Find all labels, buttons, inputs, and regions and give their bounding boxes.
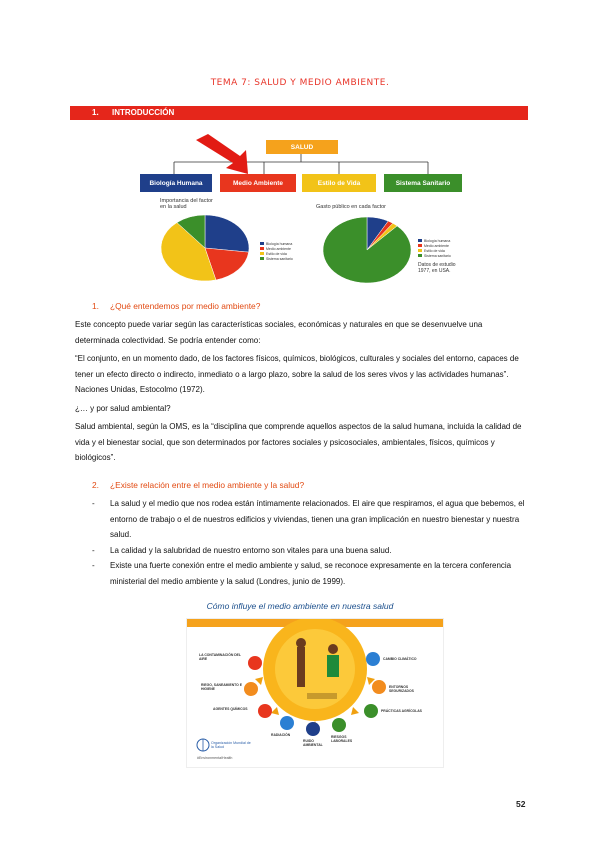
label-entornos: ENTORNOS SEGURIZADOS xyxy=(389,685,414,693)
box-biologia-humana: Biología Humana xyxy=(140,174,212,192)
legend-item: Biología humana xyxy=(260,241,293,246)
section-header-bar xyxy=(70,106,528,120)
relation-bullets xyxy=(92,496,526,589)
section-number: 1. xyxy=(92,108,99,117)
legend-item: Medio ambiente xyxy=(418,243,451,248)
pie-slice-sistema-sanitario xyxy=(323,217,411,283)
label-agentes-quimicos: AGENTES QUÍMICOS xyxy=(213,707,248,711)
intro-text xyxy=(75,317,527,466)
label-ruido: RUIDO AMBIENTAL xyxy=(303,739,323,747)
pie2-title: Gasto público en cada factor xyxy=(316,204,387,210)
pie2-annotation: Datos de estudio 1977, en USA. xyxy=(418,262,456,274)
health-factors-diagram xyxy=(136,130,466,300)
list-item: - Existe una fuerte conexión entre el medio ambiente y salud, se reconoce expresamente en la tercera conferencia ministerial del medio ambiente y la salud (Londres, junio de 1999). xyxy=(92,558,526,589)
paragraph: ¿… y por salud ambiental? xyxy=(75,403,171,413)
list-item: - La salud y el medio que nos rodea están íntimamente relacionados. El aire que respiramos, el agua que bebemos, el entorno de trabajo o el de nuestros edificios y viviendas, tienen una gran implicación en nuestro bienestar y nuestra salud. xyxy=(92,496,526,543)
q2-number: 2. xyxy=(92,480,99,490)
hashtag: #EnvironmentalHealth xyxy=(197,756,233,760)
section-label: INTRODUCCIÓN xyxy=(112,108,175,117)
red-arrow-icon xyxy=(196,134,248,174)
legend-item: Biología humana xyxy=(418,238,451,243)
q2-heading: ¿Existe relación entre el medio ambiente y la salud? xyxy=(110,480,305,490)
legend-item: Estilo de vida xyxy=(418,248,451,253)
who-logo-text: Organización Mundial de la Salud xyxy=(211,741,251,749)
paragraph: Salud ambiental, según la OMS, es la “disciplina que comprende aquellos aspectos de la salud humana, incluida la calidad de vida y el bienestar social, que son determinados por factores sociales y psicosociales, ambientales, físicos, químicos y biológicos”. xyxy=(75,422,522,462)
legend-item: Medio ambiente xyxy=(260,246,293,251)
pie-chart-importancia xyxy=(160,214,250,284)
label-riesgos-laborales: RIESGOS LABORALES xyxy=(331,735,353,743)
box-sistema-sanitario: Sistema Sanitario xyxy=(384,174,462,192)
pie1-title: Importancia del factor en la salud xyxy=(160,198,213,210)
legend-item: Sistema sanitario xyxy=(260,256,293,261)
pie-slice-biología-humana xyxy=(205,215,249,252)
paragraph: Este concepto puede variar según las características sociales, económicas y naturales en que se desenvuelve una determinada colectividad. Se podría entender como: xyxy=(75,320,483,345)
page-title: TEMA 7: SALUD Y MEDIO AMBIENTE. xyxy=(210,78,390,88)
legend-item: Estilo de vida xyxy=(260,251,293,256)
label-radiacion: RADIACIÓN xyxy=(271,733,291,737)
q1-heading: ¿Qué entendemos por medio ambiente? xyxy=(110,301,261,311)
box-estilo-de-vida: Estilo de Vida xyxy=(302,174,376,192)
list-item: - La calidad y la salubridad de nuestro entorno son vitales para una buena salud. xyxy=(92,543,526,559)
environment-health-infographic xyxy=(186,618,444,768)
box-medio-ambiente: Medio Ambiente xyxy=(220,174,296,192)
box-salud: SALUD xyxy=(266,140,338,154)
legend-item: Sistema sanitario xyxy=(418,253,451,258)
infographic-caption: Cómo influye el medio ambiente en nuestra salud xyxy=(206,601,394,611)
paragraph: “El conjunto, en un momento dado, de los factores físicos, químicos, biológicos, culturales y sociales del entorno, capaces de tener un efecto directo o indirecto, inmediato o a largo plazo, sobre la salud de los seres vivos y las actividades humanas”. Naciones Unidas, Estocolmo (1972). xyxy=(75,354,519,394)
label-riego: RIEGO, SANEAMIENTO E HIGIENE xyxy=(201,683,243,691)
pie-chart-gasto xyxy=(322,216,412,286)
pie1-legend xyxy=(260,241,293,261)
page-number: 52 xyxy=(516,799,526,809)
label-practicas-agricolas: PRÁCTICAS AGRÍCOLAS xyxy=(381,709,422,713)
q1-number: 1. xyxy=(92,301,99,311)
label-contaminacion: LA CONTAMINACIÓN DEL AIRE xyxy=(199,653,241,661)
label-cambio-climatico: CAMBIO CLIMÁTICO xyxy=(383,657,417,661)
pie2-legend xyxy=(418,238,451,258)
